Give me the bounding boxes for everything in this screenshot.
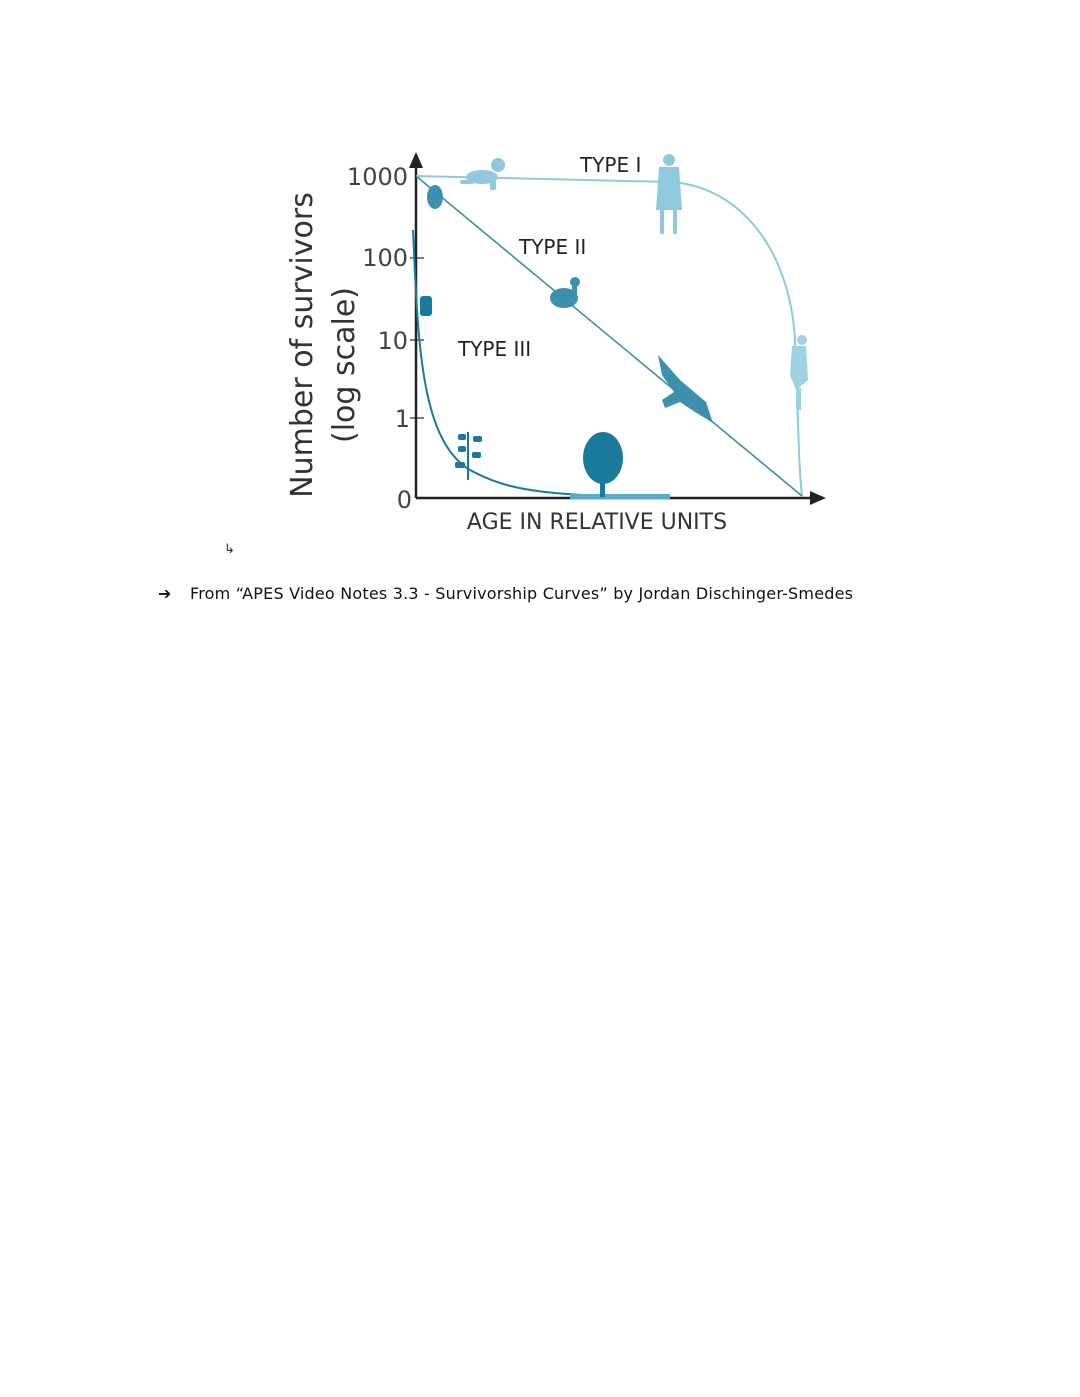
egg-icon bbox=[427, 185, 443, 209]
x-axis-label: AGE IN RELATIVE UNITS bbox=[466, 510, 728, 535]
y-axis-label-line1: Number of survivors bbox=[285, 192, 320, 498]
type2-label: TYPE II bbox=[519, 235, 587, 259]
tree-icon bbox=[583, 432, 623, 497]
caption-text: From “APES Video Notes 3.3 - Survivorship Curves” by Jordan Dischinger-Smedes bbox=[190, 584, 854, 603]
type1-label: TYPE I bbox=[580, 153, 642, 177]
standing-adult-icon bbox=[656, 154, 682, 234]
type3-curve bbox=[413, 230, 670, 497]
survivorship-curve-figure bbox=[270, 140, 850, 540]
survivorship-chart bbox=[270, 140, 850, 540]
type3-label: TYPE III bbox=[458, 337, 532, 361]
sapling-icon bbox=[455, 432, 482, 480]
source-caption bbox=[158, 584, 853, 603]
y-tick-100: 100 bbox=[362, 244, 408, 272]
x-axis-arrow-icon bbox=[810, 491, 826, 505]
y-tick-1000: 1000 bbox=[346, 163, 408, 191]
y-axis-label-line2: (log scale) bbox=[327, 287, 362, 443]
crawling-baby-icon bbox=[460, 158, 505, 190]
type3-baseline-highlight bbox=[570, 494, 670, 499]
arrow-bullet-icon: ➔ bbox=[158, 584, 172, 603]
y-tick-0: 0 bbox=[396, 486, 412, 514]
eagle-icon bbox=[658, 355, 713, 423]
y-tick-1: 1 bbox=[394, 405, 410, 433]
seedling-icon bbox=[420, 296, 432, 316]
return-arrow-icon: ↳ bbox=[224, 542, 235, 557]
elderly-person-icon bbox=[790, 335, 808, 410]
y-axis-arrow-icon bbox=[409, 152, 423, 168]
bird-icon bbox=[550, 277, 580, 308]
y-tick-10: 10 bbox=[377, 327, 408, 355]
